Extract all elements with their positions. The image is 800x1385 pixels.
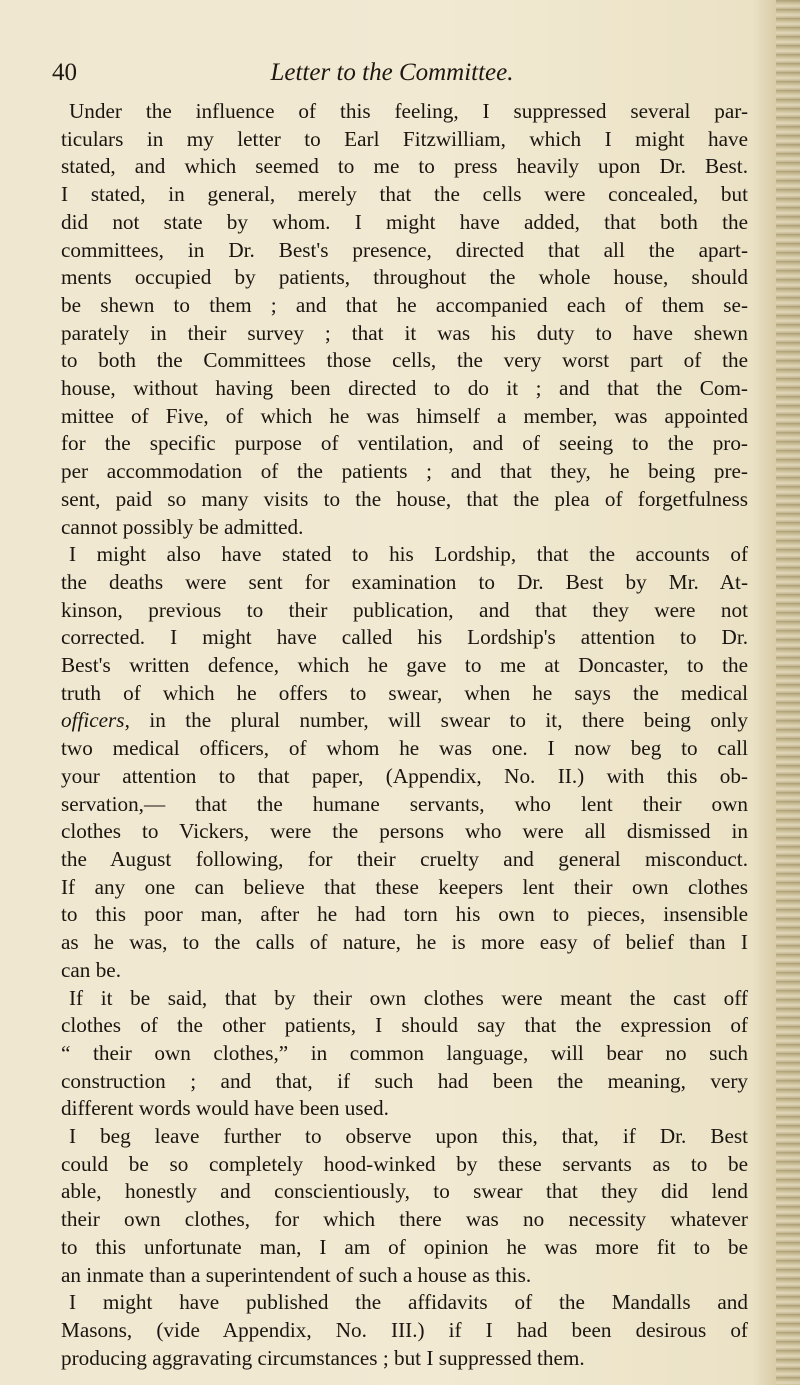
text-line: If any one can believe that these keepers lent their own clothes [61,874,748,899]
page-header [52,58,732,92]
text-line: ticulars in my letter to Earl Fitzwilliam, which I might have [61,126,748,151]
text-line: house, without having been directed to do it ; and that the Com- [61,376,748,401]
running-title: Letter to the Committee. [270,59,514,86]
text-line: committees, in Dr. Best's presence, directed that all the apart- [61,237,748,262]
page-edge-gutter [776,0,800,1385]
text-line: clothes of the other patients, I should say that the expression of [61,1013,748,1038]
page-number: 40 [52,59,77,86]
text-line: could be so completely hood-winked by these servants as to be [61,1151,748,1176]
text-line: I beg leave further to observe upon this, that, if Dr. Best [69,1124,748,1149]
paragraph-2 [52,541,748,984]
text-line: ments occupied by patients, throughout the whole house, should [61,265,748,290]
text-line: corrected. I might have called his Lordship's attention to Dr. [61,625,748,650]
text-line: as he was, to the calls of nature, he is more easy of belief than I [61,930,748,955]
text-line: per accommodation of the patients ; and that they, he being pre- [61,459,748,484]
text-line: stated, and which seemed to me to press heavily upon Dr. Best. [61,154,748,179]
text-line: able, honestly and conscientiously, to swear that they did lend [61,1179,748,1204]
text-line: I might have published the affidavits of the Mandalls and [69,1290,748,1315]
paragraph-4 [52,1123,748,1289]
body-text [52,98,748,1372]
text-line: to this poor man, after he had torn his own to pieces, insensible [61,902,748,927]
text-line: different words would have been used. [61,1096,389,1121]
text-line: parately in their survey ; that it was his duty to have shewn [61,320,748,345]
text-line: Best's written defence, which he gave to me at Doncaster, to the [61,653,748,678]
text-line: two medical officers, of whom he was one. I now beg to call [61,736,748,761]
text-segment: , in the plural number, will swear to it, there being only [124,708,748,733]
paragraph-1 [52,98,748,541]
text-line: clothes to Vickers, were the persons who were all dismissed in [61,819,748,844]
text-line: “ their own clothes,” in common language, will bear no such [61,1040,748,1065]
text-line: producing aggravating circumstances ; but I suppressed them. [61,1345,585,1370]
text-line: be shewn to them ; and that he accompanied each of them se- [61,292,748,317]
text-line: an inmate than a superintendent of such a house as this. [61,1262,532,1287]
text-line: sent, paid so many visits to the house, that the plea of forgetfulness [61,486,748,511]
text-line: truth of which he offers to swear, when he says the medical [61,680,748,705]
paragraph-5 [52,1289,748,1372]
text-line: kinson, previous to their publication, and that they were not [61,597,748,622]
text-line: your attention to that paper, (Appendix, No. II.) with this ob- [61,763,748,788]
text-line: I might also have stated to his Lordship, that the accounts of [69,542,748,567]
text-line: the deaths were sent for examination to Dr. Best by Mr. At- [61,569,748,594]
text-line-with-italic [52,707,748,735]
text-line: Under the influence of this feeling, I suppressed several par- [69,99,748,123]
text-line: the August following, for their cruelty and general misconduct. [61,846,748,871]
italic-word: officers [61,708,125,733]
text-line: their own clothes, for which there was no necessity whatever [61,1207,748,1232]
text-line: to both the Committees those cells, the very worst part of the [61,348,748,373]
text-line: did not state by whom. I might have added, that both the [61,209,748,234]
text-line: Masons, (vide Appendix, No. III.) if I had been desirous of [61,1317,748,1342]
text-line: I stated, in general, merely that the cells were concealed, but [61,182,748,207]
text-line: If it be said, that by their own clothes were meant the cast off [69,985,748,1010]
text-line: cannot possibly be admitted. [61,514,304,539]
paragraph-3 [52,985,748,1124]
text-line: mittee of Five, of which he was himself a member, was appointed [61,403,748,428]
text-line: construction ; and that, if such had been the meaning, very [61,1068,748,1093]
text-line: for the specific purpose of ventilation, and of seeing to the pro- [61,431,748,456]
text-line: servation,— that the humane servants, who lent their own [61,791,748,816]
text-line: to this unfortunate man, I am of opinion he was more fit to be [61,1234,748,1259]
text-line: can be. [61,957,121,982]
